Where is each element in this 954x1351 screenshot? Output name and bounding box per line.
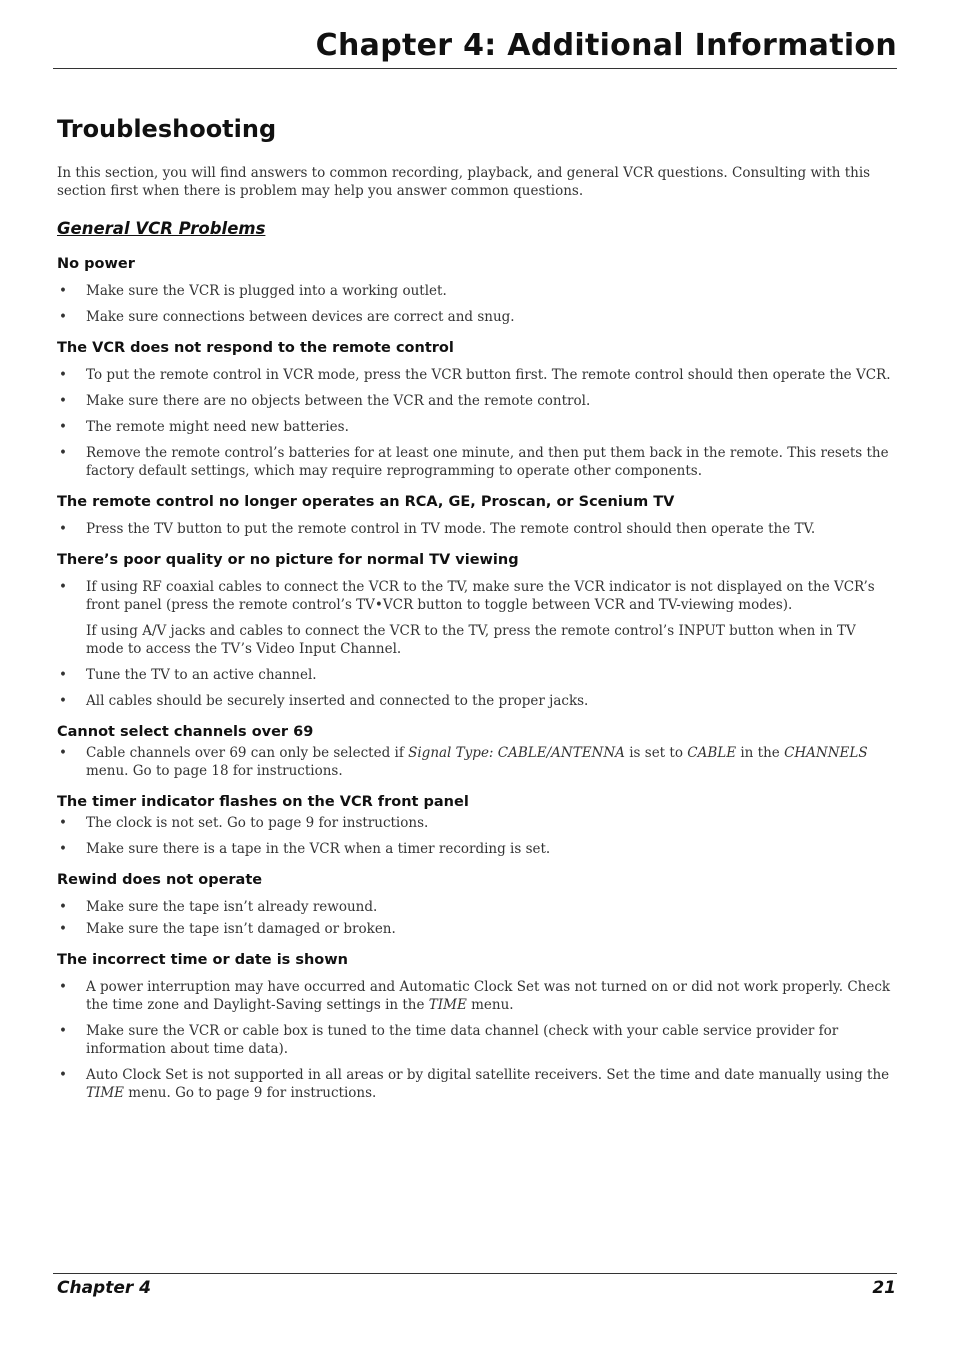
section-rewind: [57, 870, 894, 938]
section-heading: Cannot select channels over 69: [57, 724, 314, 740]
list-item: • If using RF coaxial cables to connect the VCR to the TV, make sure the VCR indicator is not displayed on the VCR’s front panel (press the remote control’s TV•VCR button to toggle between VCR and TV-viewing modes).: [57, 578, 894, 614]
section-timer-flashes: [57, 792, 894, 858]
bullet-list: [57, 366, 894, 480]
page-content: [57, 112, 894, 1114]
bullet-list: [57, 282, 894, 326]
list-item: • Make sure the VCR or cable box is tuned to the time data channel (check with your cable service provider for information about time data).: [57, 1022, 894, 1058]
list-item: • To put the remote control in VCR mode, press the VCR button first. The remote control should then operate the VCR.: [57, 366, 894, 384]
bullet-list: [57, 744, 894, 780]
list-item: [57, 978, 894, 1014]
list-item: • Make sure the VCR is plugged into a working outlet.: [57, 282, 894, 300]
section-subtitle: General VCR Problems: [57, 219, 266, 238]
item-text: menu. Go to page 9 for instructions.: [124, 1085, 377, 1101]
list-item-continuation: If using A/V jacks and cables to connect the VCR to the TV, press the remote control’s INPUT button when in TV mode to access the TV’s Video Input Channel.: [86, 623, 856, 657]
page-title: Troubleshooting: [57, 115, 277, 143]
section-heading: Rewind does not operate: [57, 872, 263, 888]
list-item: • The clock is not set. Go to page 9 for instructions.: [57, 814, 894, 832]
list-item: • Tune the TV to an active channel.: [57, 666, 894, 684]
item-emphasis: TIME: [428, 997, 467, 1013]
item-text: menu.: [466, 997, 514, 1013]
bullet-list: [57, 898, 894, 938]
list-item: • Remove the remote control’s batteries for at least one minute, and then put them back in the remote. This resets the factory default settings, which may require reprogramming to operate other components.: [57, 444, 894, 480]
footer-divider: [53, 1273, 897, 1274]
bullet-list: [57, 578, 894, 710]
list-item: • Make sure the tape isn’t damaged or broken.: [57, 920, 894, 938]
page-number: 21: [872, 1278, 896, 1298]
section-heading: There’s poor quality or no picture for normal TV viewing: [57, 552, 519, 568]
bullet-list: [57, 814, 894, 858]
list-item: [57, 744, 894, 780]
bullet-list: [57, 978, 894, 1102]
item-emphasis: CABLE: [687, 745, 737, 761]
item-text: menu. Go to page 18 for instructions.: [86, 763, 343, 779]
item-text: Auto Clock Set is not supported in all areas or by digital satellite receivers. Set the time and date manually using the: [86, 1067, 890, 1083]
chapter-header-title: Chapter 4: Additional Information: [315, 28, 897, 63]
section-heading: The remote control no longer operates an RCA, GE, Proscan, or Scenium TV: [57, 494, 675, 510]
list-item: • Press the TV button to put the remote control in TV mode. The remote control should then operate the TV.: [57, 520, 894, 538]
intro-paragraph: In this section, you will find answers to common recording, playback, and general VCR questions. Consulting with this section first when there is problem may help you answer common questions.: [57, 165, 871, 199]
footer-chapter: Chapter 4: [57, 1278, 152, 1298]
item-text: Cable channels over 69 can only be selected if: [86, 745, 409, 761]
section-poor-picture: [57, 550, 894, 710]
item-emphasis: Signal Type: CABLE/ANTENNA: [408, 745, 625, 761]
list-item: • Make sure the tape isn’t already rewound.: [57, 898, 894, 916]
section-no-power: [57, 254, 894, 326]
item-text: in the: [736, 745, 785, 761]
list-item: • All cables should be securely inserted and connected to the proper jacks.: [57, 692, 894, 710]
list-item: • The remote might need new batteries.: [57, 418, 894, 436]
section-heading: The timer indicator flashes on the VCR front panel: [57, 794, 469, 810]
section-heading: The incorrect time or date is shown: [57, 952, 348, 968]
list-item: [57, 1066, 894, 1102]
item-emphasis: TIME: [86, 1085, 125, 1101]
list-item: • Make sure connections between devices are correct and snug.: [57, 308, 894, 326]
section-remote-not-responding: [57, 338, 894, 480]
item-emphasis: CHANNELS: [784, 745, 868, 761]
section-channels-over-69: [57, 722, 894, 780]
item-text: A power interruption may have occurred and Automatic Clock Set was not turned on or did not work properly. Check the time zone and Daylight-Saving settings in the: [86, 979, 891, 1013]
list-item: • Make sure there is a tape in the VCR when a timer recording is set.: [57, 840, 894, 858]
section-heading: No power: [57, 256, 135, 272]
item-text: is set to: [624, 745, 688, 761]
bullet-list: [57, 520, 894, 538]
section-remote-tv: [57, 492, 894, 538]
section-heading: The VCR does not respond to the remote control: [57, 340, 454, 356]
section-incorrect-time: [57, 950, 894, 1102]
list-item: • Make sure there are no objects between the VCR and the remote control.: [57, 392, 894, 410]
header-divider: [53, 68, 897, 69]
